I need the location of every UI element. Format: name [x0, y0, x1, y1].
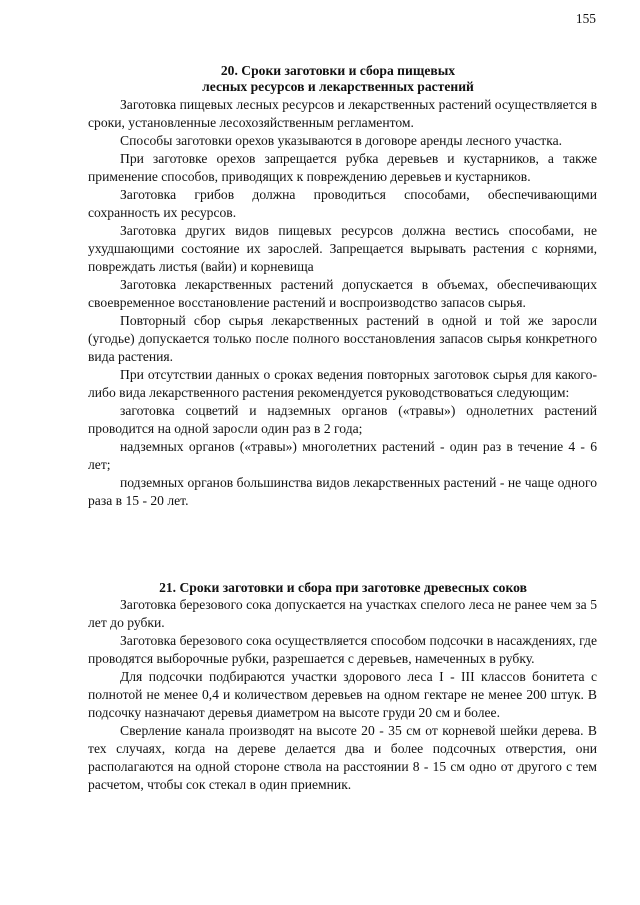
section-20-title-line2: лесных ресурсов и лекарственных растений	[202, 79, 474, 94]
paragraph: подземных органов большинства видов лекарственных растений - не чаще одного раза в 15 - 20 лет.	[88, 475, 597, 508]
paragraph: При отсутствии данных о сроках ведения повторных заготовок сырья для какого-либо вида лекарственного растения рекомендуется руководствоваться следующим:	[88, 367, 597, 400]
paragraph: Способы заготовки орехов указываются в договоре аренды лесного участка.	[120, 133, 563, 148]
paragraph: При заготовке орехов запрещается рубка деревьев и кустарников, а также применение способов, приводящих к повреждению деревьев и кустарников.	[88, 151, 597, 184]
page-number: 155	[575, 11, 596, 26]
section-20-title-line1: 20. Сроки заготовки и сбора пищевых	[220, 63, 456, 78]
paragraph: Заготовка пищевых лесных ресурсов и лекарственных растений осуществляется в сроки, установленные лесохозяйственным регламентом.	[88, 97, 597, 130]
section-21-body	[88, 596, 597, 794]
section-21-heading: 21. Сроки заготовки и сбора при заготовке древесных соков	[159, 580, 527, 595]
paragraph: заготовка соцветий и надземных органов («травы») однолетних растений проводится на одной заросли один раз в 2 года;	[88, 403, 597, 436]
paragraph: Заготовка других видов пищевых ресурсов должна вестись способами, не ухудшающими состояние их зарослей. Запрещается вырывать растения с корнями, повреждать листья (вайи) и корневища	[88, 223, 597, 274]
section-20-heading	[88, 63, 588, 95]
paragraph: Заготовка березового сока осуществляется способом подсочки в насаждениях, где проводятся выборочные рубки, разрешается с деревьев, намеченных в рубку.	[88, 633, 597, 666]
paragraph: Сверление канала производят на высоте 20 - 35 см от корневой шейки дерева. В тех случаях, когда на дереве делается два и более подсочных отверстия, они располагаются на одной стороне ствола на расстоянии 8 - 15 см одно от другого с тем расчетом, чтобы сок стекал в один приемник.	[88, 723, 597, 792]
paragraph: Заготовка лекарственных растений допускается в объемах, обеспечивающих своевременное восстановление растений и воспроизводство запасов сырья.	[88, 277, 597, 310]
paragraph: надземных органов («травы») многолетних растений - один раз в течение 4 - 6 лет;	[88, 439, 597, 472]
paragraph: Заготовка грибов должна проводиться способами, обеспечивающими сохранность их ресурсов.	[88, 187, 597, 220]
paragraph: Повторный сбор сырья лекарственных растений в одной и той же заросли (угодье) допускается только после полного восстановления запасов сырья конкретного вида растения.	[88, 313, 597, 364]
section-20-body	[88, 96, 597, 510]
paragraph: Заготовка березового сока допускается на участках спелого леса не ранее чем за 5 лет до рубки.	[88, 597, 597, 630]
paragraph: Для подсочки подбираются участки здорового леса I - III классов бонитета с полнотой не менее 0,4 и количеством деревьев на одном гектаре не менее 200 штук. В подсочку назначают деревья диаметром на высоте груди 20 см и более.	[88, 669, 597, 720]
